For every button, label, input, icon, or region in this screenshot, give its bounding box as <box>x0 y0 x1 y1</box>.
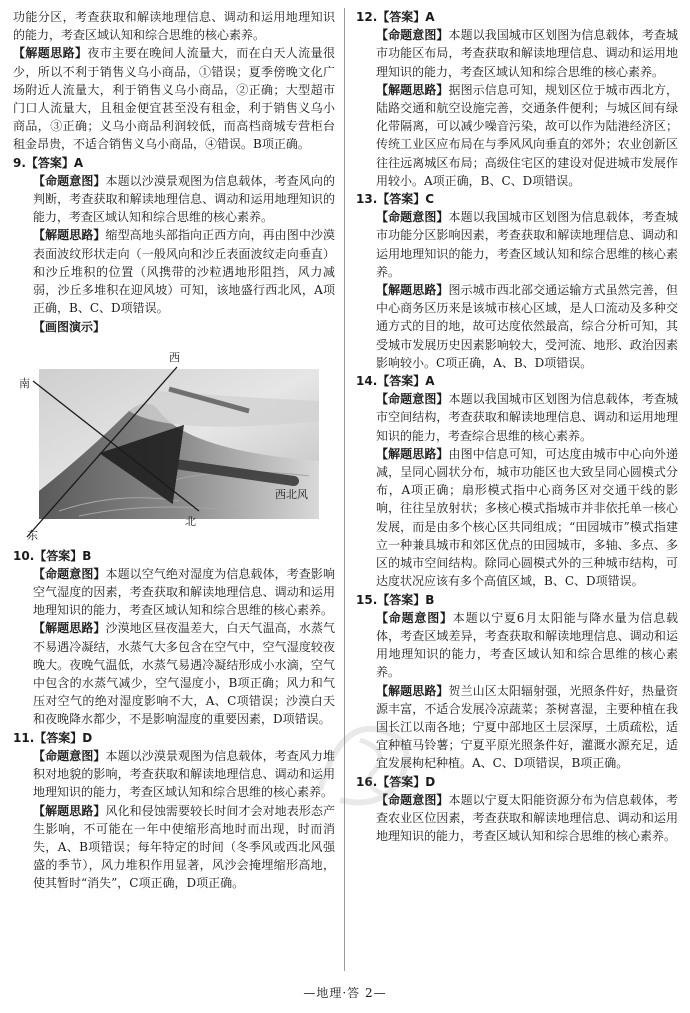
q15-analysis: 【解题思路】贺兰山区太阳辐射强，光照条件好，热量资源丰富，不适合发展冷凉蔬菜；茶树喜湿，主要种植在我国长江以南各地；宁夏中部地区土层深厚，土质疏松，适宜种植马铃薯；宁夏平原光照条件好，灌溉水源充足，适宜发展枸杞种植。A、C、D项错误，B项正确。 <box>376 683 678 771</box>
page-footer: —地理·答 2— <box>303 986 387 1000</box>
q11-analysis: 【解题思路】风化和侵蚀需要较长时间才会对地表形态产生影响，不可能在一年中使缩形高地时而出现，时而消失，A、B项错误；每年特定的时间（冬季风或西北风强盛的季节），风力堆积作用显著，风沙会掩埋缩形高地，使其暂时“消失”，C项正确，D项正确。 <box>33 803 335 891</box>
q14-intent: 【命题意图】本题以我国城市区划图为信息载体，考查城市空间结构，考查获取和解读地理信息、调动和运用地理知识的能力，考查综合思维的核心素养。 <box>376 392 678 443</box>
q10-intent: 【命题意图】本题以空气绝对湿度为信息载体，考查影响空气湿度的因素，考查获取和解读地理信息、调动和运用地理知识的能力，考查区域认知和综合思维的核心素养。 <box>33 566 335 618</box>
q10-analysis: 【解题思路】沙漠地区昼夜温差大，白天气温高，水蒸气不易遇冷凝结，水蒸气大多包含在空气中，空气湿度较夜晚大。夜晚气温低，水蒸气易遇冷凝结形成小水滴，空气中包含的水蒸气减少，空气湿度小，B项正确；风力和气压对空气的绝对湿度影响不大，A、C项错误；沙漠白天和夜晚降水都少，不是影响湿度的重要因素，D项错误。 <box>33 621 335 727</box>
q9-intent: 【命题意图】本题以沙漠景观图为信息载体，考查风向的判断，考查获取和解读地理信息、调动和运用地理知识的能力，考查区域认知和综合思维的核心素养。 <box>33 173 335 225</box>
q15-answer: 15.【答案】B <box>356 592 435 607</box>
q8-analysis: 【解题思路】夜市主要在晚间人流量大，而在白天人流量很少，所以不利于销售义乌小商品，①错误；夏季傍晚文化广场附近人流量大，利于销售义乌小商品，②正确；大型超市门口人流量大，且租金便宜甚至没有租金，利于销售义乌小商品，③正确；义乌小商品利润较低，而高档商城专营柜台租金昂贵，不适合销售义乌小商品，④错误。B项正确。 <box>13 46 335 152</box>
q11-answer: 11.【答案】D <box>13 730 93 745</box>
q13-intent: 【命题意图】本题以我国城市区划图为信息载体，考查城市功能分区影响因素，考查获取和解读地理信息、调动和运用地理知识的能力，考查区域认知和综合思维的核心素养。 <box>376 210 678 279</box>
figure-title: 【画图演示】 <box>33 320 106 335</box>
q16-answer: 16.【答案】D <box>356 774 436 789</box>
q9-answer: 9.【答案】A <box>13 155 84 170</box>
q14-answer: 14.【答案】A <box>356 374 435 389</box>
desert-illustration <box>19 341 319 541</box>
q14-analysis: 【解题思路】由图中信息可知，可达度由城市中心向外递减，呈同心圆状分布，城市功能区也大致呈同心圆模式分布，A项正确；扇形模式指中心商务区对交通干线的影响，往往呈放射状；多核心模式指城市并非依托单一核心发展，而是由多个核心区共同组成；“田园城市”模式指建立一种兼具城市和郊区优点的田园城市，多轴、多点、多区的城市空间结构。除同心圆模式外的三种城市结构，可达度状况应该有多个高值区域，B、C、D项错误。 <box>376 446 678 589</box>
q15-intent: 【命题意图】本题以宁夏6月太阳能与降水量为信息载体，考查区域差异，考查获取和解读地理信息、调动和运用地理知识的能力，考查区域认知和综合思维的核心素养。 <box>376 610 678 680</box>
label-northwest-wind: 西北风 <box>275 487 308 501</box>
q12-answer: 12.【答案】A <box>356 10 435 24</box>
column-divider <box>344 8 345 971</box>
left-column <box>13 8 335 893</box>
q11-intent: 【命题意图】本题以沙漠景观图为信息载体，考查风力堆积对地貌的影响，考查获取和解读地理信息、调动和运用地理知识的能力，考查区域认知和综合思维的核心素养。 <box>33 748 335 800</box>
label-south: 南 <box>19 376 30 390</box>
q12-analysis: 【解题思路】据图示信息可知，规划区位于城市西北方，陆路交通和航空设施完善，交通条件便利；与城区间有绿化带隔离，可以减少噪音污染，故可以作为陆港经济区；传统工业区应布局在与季风风向垂直的郊外；农业创新区往往远离城区布局；高级住宅区的建设对促进城市发展作用较小。A项正确，B、C、D项错误。 <box>376 82 678 188</box>
q13-answer: 13.【答案】C <box>356 192 435 207</box>
q13-analysis: 【解题思路】图示城市西北部交通运输方式虽然完善，但中心商务区历来是该城市核心区域，是人口流动及多种交通方式的目的地，故可达度依然最高，综合分析可知，其受城市发展历史因素影响较大，受河流、地形、政治因素影响较小。C项正确，A、B、D项错误。 <box>376 283 678 370</box>
q16-intent: 【命题意图】本题以宁夏太阳能资源分布为信息载体，考查农业区位因素，考查获取和解读地理信息、调动和运用地理知识的能力，考查区域认知和综合思维的核心素养。 <box>376 792 678 844</box>
desert-figure <box>19 341 319 541</box>
q12-intent: 【命题意图】本题以我国城市区划图为信息载体，考查城市功能区布局，考查获取和解读地理信息、调动和运用地理知识的能力，考查区域认知和综合思维的核心素养。 <box>376 28 678 79</box>
analysis-tag: 【解题思路】 <box>13 46 88 61</box>
watermark-logo <box>300 700 430 820</box>
intro-text: 功能分区，考查获取和解读地理信息、调动和运用地理知识的能力，考查区域认知和综合思维的核心素养。 <box>13 10 335 43</box>
label-west: 西 <box>169 350 180 364</box>
label-north: 北 <box>185 514 196 528</box>
q10-answer: 10.【答案】B <box>13 548 92 563</box>
q9-analysis: 【解题思路】缩型高地头部指向正西方向，再由图中沙漠表面波纹形状走向（一般风向和沙丘表面波纹走向垂直）和沙丘堆积的位置（风携带的沙粒遇地形阻挡，风力减弱，沙丘多堆积在迎风坡）可知，该地盛行西北风，A项正确，B、C、D项错误。 <box>33 228 335 316</box>
label-east: 东 <box>27 528 38 542</box>
